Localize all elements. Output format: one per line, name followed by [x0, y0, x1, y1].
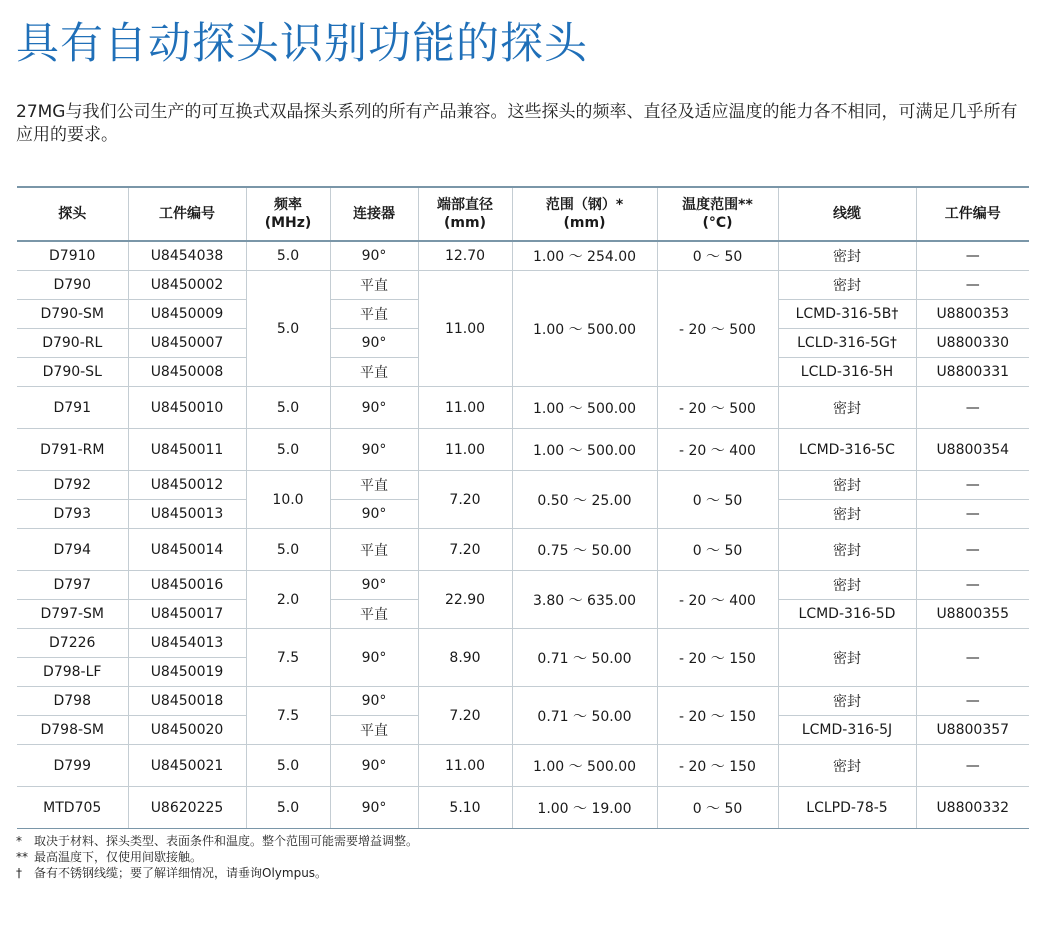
cell-frequency: 2.0 — [246, 571, 330, 629]
cell-part-number: U8450011 — [128, 429, 246, 471]
cell-part-number: U8450002 — [128, 271, 246, 300]
cell-cable: 密封 — [778, 687, 916, 716]
cell-probe: MTD705 — [17, 787, 128, 829]
cell-range: 1.00 ～ 254.00 — [512, 241, 657, 271]
cell-part-number: U8454038 — [128, 241, 246, 271]
cell-part-number: U8450012 — [128, 471, 246, 500]
cell-connector: 90° — [330, 241, 418, 271]
cell-connector: 平直 — [330, 300, 418, 329]
cell-connector: 平直 — [330, 471, 418, 500]
cell-connector: 平直 — [330, 529, 418, 571]
cell-cable-part-number: U8800355 — [916, 600, 1029, 629]
cell-range: 0.71 ～ 50.00 — [512, 629, 657, 687]
cell-probe: D798-LF — [17, 658, 128, 687]
cell-temperature: - 20 ～ 150 — [657, 687, 778, 745]
footnote-mark: * — [16, 834, 22, 848]
header-part-number: 工件编号 — [128, 187, 246, 241]
cell-probe: D791 — [17, 387, 128, 429]
cell-tip-diameter: 11.00 — [418, 271, 512, 387]
cell-frequency: 10.0 — [246, 471, 330, 529]
cell-part-number: U8450020 — [128, 716, 246, 745]
cell-cable-part-number: — — [916, 471, 1029, 500]
cell-cable: 密封 — [778, 271, 916, 300]
cell-tip-diameter: 5.10 — [418, 787, 512, 829]
cell-range: 0.50 ～ 25.00 — [512, 471, 657, 529]
footnote-cable — [16, 865, 418, 881]
table-row — [17, 271, 1029, 300]
cell-probe: D790-RL — [17, 329, 128, 358]
cell-cable-part-number: — — [916, 529, 1029, 571]
cell-cable-part-number: — — [916, 571, 1029, 600]
cell-frequency: 5.0 — [246, 429, 330, 471]
cell-temperature: - 20 ～ 500 — [657, 271, 778, 387]
cell-connector: 平直 — [330, 600, 418, 629]
cell-temperature: 0 ～ 50 — [657, 241, 778, 271]
table-row — [17, 787, 1029, 829]
cell-range: 1.00 ～ 500.00 — [512, 387, 657, 429]
cell-probe: D792 — [17, 471, 128, 500]
cell-cable: LCLD-316-5H — [778, 358, 916, 387]
cell-probe: D7226 — [17, 629, 128, 658]
cell-cable-part-number: U8800330 — [916, 329, 1029, 358]
cell-part-number: U8450021 — [128, 745, 246, 787]
table-row — [17, 471, 1029, 500]
header-cable: 线缆 — [778, 187, 916, 241]
cell-probe: D790 — [17, 271, 128, 300]
cell-probe: D797-SM — [17, 600, 128, 629]
cell-cable-part-number: U8800331 — [916, 358, 1029, 387]
cell-cable: LCMD-316-5J — [778, 716, 916, 745]
table-row — [17, 571, 1029, 600]
cell-probe: D797 — [17, 571, 128, 600]
cell-range: 0.71 ～ 50.00 — [512, 687, 657, 745]
cell-tip-diameter: 11.00 — [418, 387, 512, 429]
cell-cable-part-number: U8800354 — [916, 429, 1029, 471]
cell-cable: 密封 — [778, 241, 916, 271]
cell-cable: 密封 — [778, 745, 916, 787]
cell-tip-diameter: 22.90 — [418, 571, 512, 629]
cell-probe: D798-SM — [17, 716, 128, 745]
cell-part-number: U8450009 — [128, 300, 246, 329]
cell-cable-part-number: — — [916, 687, 1029, 716]
probe-table — [17, 186, 1029, 829]
cell-cable-part-number: — — [916, 241, 1029, 271]
cell-cable-part-number: — — [916, 745, 1029, 787]
footnote-mark: ** — [16, 850, 28, 864]
cell-range: 3.80 ～ 635.00 — [512, 571, 657, 629]
table-row — [17, 241, 1029, 271]
cell-temperature: - 20 ～ 400 — [657, 429, 778, 471]
table-row — [17, 529, 1029, 571]
header-range-label: 范围（钢）* (mm) — [545, 197, 624, 231]
cell-tip-diameter: 12.70 — [418, 241, 512, 271]
cell-part-number: U8450013 — [128, 500, 246, 529]
cell-range: 1.00 ～ 500.00 — [512, 429, 657, 471]
cell-part-number: U8450014 — [128, 529, 246, 571]
cell-cable: LCLPD-78-5 — [778, 787, 916, 829]
table-row — [17, 687, 1029, 716]
cell-probe: D790-SM — [17, 300, 128, 329]
cell-frequency: 5.0 — [246, 271, 330, 387]
cell-frequency: 5.0 — [246, 529, 330, 571]
table-row — [17, 745, 1029, 787]
cell-probe: D793 — [17, 500, 128, 529]
cell-cable: 密封 — [778, 500, 916, 529]
cell-cable: LCMD-316-5D — [778, 600, 916, 629]
cell-probe: D799 — [17, 745, 128, 787]
cell-frequency: 7.5 — [246, 687, 330, 745]
cell-cable-part-number: — — [916, 500, 1029, 529]
cell-cable: 密封 — [778, 629, 916, 687]
cell-tip-diameter: 7.20 — [418, 687, 512, 745]
footnote-mark: † — [16, 866, 22, 880]
cell-range: 1.00 ～ 19.00 — [512, 787, 657, 829]
cell-cable: LCMD-316-5C — [778, 429, 916, 471]
header-temperature-label: 温度范围** (°C) — [682, 197, 753, 231]
header-temperature — [657, 187, 778, 241]
cell-cable: LCMD-316-5B† — [778, 300, 916, 329]
cell-connector: 90° — [330, 571, 418, 600]
cell-cable-part-number: — — [916, 629, 1029, 687]
table-row — [17, 629, 1029, 658]
cell-tip-diameter: 7.20 — [418, 529, 512, 571]
footnote-text: 取决于材料、探头类型、表面条件和温度。整个范围可能需要增益调整。 — [34, 834, 419, 848]
cell-tip-diameter: 11.00 — [418, 429, 512, 471]
cell-probe: D798 — [17, 687, 128, 716]
cell-temperature: - 20 ～ 400 — [657, 571, 778, 629]
cell-temperature: 0 ～ 50 — [657, 471, 778, 529]
cell-cable-part-number: — — [916, 387, 1029, 429]
cell-cable: 密封 — [778, 471, 916, 500]
cell-cable: 密封 — [778, 529, 916, 571]
cell-probe: D7910 — [17, 241, 128, 271]
page-title: 具有自动探头识别功能的探头 — [16, 19, 588, 69]
cell-part-number: U8450016 — [128, 571, 246, 600]
footnote-text: 备有不锈钢线缆；要了解详细情况，请垂询Olympus。 — [34, 866, 328, 880]
cell-part-number: U8450019 — [128, 658, 246, 687]
footnote-text: 最高温度下，仅使用间歇接触。 — [34, 850, 203, 864]
cell-cable-part-number: U8800353 — [916, 300, 1029, 329]
cell-frequency: 5.0 — [246, 387, 330, 429]
cell-cable-part-number: U8800332 — [916, 787, 1029, 829]
cell-connector: 90° — [330, 787, 418, 829]
cell-temperature: - 20 ～ 150 — [657, 629, 778, 687]
cell-cable-part-number: U8800357 — [916, 716, 1029, 745]
table-row — [17, 387, 1029, 429]
cell-connector: 90° — [330, 687, 418, 716]
cell-connector: 90° — [330, 500, 418, 529]
cell-frequency: 7.5 — [246, 629, 330, 687]
cell-probe: D791-RM — [17, 429, 128, 471]
cell-connector: 90° — [330, 429, 418, 471]
cell-part-number: U8450010 — [128, 387, 246, 429]
header-range — [512, 187, 657, 241]
cell-frequency: 5.0 — [246, 787, 330, 829]
footnote-temperature — [16, 849, 418, 865]
cell-cable: 密封 — [778, 571, 916, 600]
table-row — [17, 429, 1029, 471]
cell-connector: 平直 — [330, 271, 418, 300]
header-tip-diameter — [418, 187, 512, 241]
cell-connector: 90° — [330, 629, 418, 687]
cell-connector: 平直 — [330, 358, 418, 387]
cell-probe: D790-SL — [17, 358, 128, 387]
cell-part-number: U8450018 — [128, 687, 246, 716]
cell-connector: 90° — [330, 387, 418, 429]
header-frequency-label: 频率 (MHz) — [264, 197, 312, 231]
intro-paragraph: 27MG与我们公司生产的可互换式双晶探头系列的所有产品兼容。这些探头的频率、直径及适应温度的能力各不相同，可满足几乎所有应用的要求。 — [16, 102, 1018, 145]
cell-range: 0.75 ～ 50.00 — [512, 529, 657, 571]
cell-temperature: 0 ～ 50 — [657, 787, 778, 829]
cell-tip-diameter: 7.20 — [418, 471, 512, 529]
cell-tip-diameter: 11.00 — [418, 745, 512, 787]
header-connector: 连接器 — [330, 187, 418, 241]
footnotes — [16, 833, 418, 881]
cell-tip-diameter: 8.90 — [418, 629, 512, 687]
cell-cable-part-number: — — [916, 271, 1029, 300]
cell-temperature: - 20 ～ 500 — [657, 387, 778, 429]
cell-range: 1.00 ～ 500.00 — [512, 745, 657, 787]
cell-connector: 平直 — [330, 716, 418, 745]
cell-cable: LCLD-316-5G† — [778, 329, 916, 358]
cell-part-number: U8454013 — [128, 629, 246, 658]
table-header-row — [17, 187, 1029, 241]
cell-frequency: 5.0 — [246, 745, 330, 787]
cell-temperature: - 20 ～ 150 — [657, 745, 778, 787]
cell-part-number: U8620225 — [128, 787, 246, 829]
cell-probe: D794 — [17, 529, 128, 571]
cell-frequency: 5.0 — [246, 241, 330, 271]
cell-part-number: U8450008 — [128, 358, 246, 387]
cell-part-number: U8450017 — [128, 600, 246, 629]
cell-connector: 90° — [330, 329, 418, 358]
cell-range: 1.00 ～ 500.00 — [512, 271, 657, 387]
cell-cable: 密封 — [778, 387, 916, 429]
header-tip-diameter-label: 端部直径 (mm) — [437, 197, 493, 231]
cell-connector: 90° — [330, 745, 418, 787]
header-frequency — [246, 187, 330, 241]
footnote-range — [16, 833, 418, 849]
cell-part-number: U8450007 — [128, 329, 246, 358]
header-cable-part-number: 工件编号 — [916, 187, 1029, 241]
header-probe: 探头 — [17, 187, 128, 241]
cell-temperature: 0 ～ 50 — [657, 529, 778, 571]
